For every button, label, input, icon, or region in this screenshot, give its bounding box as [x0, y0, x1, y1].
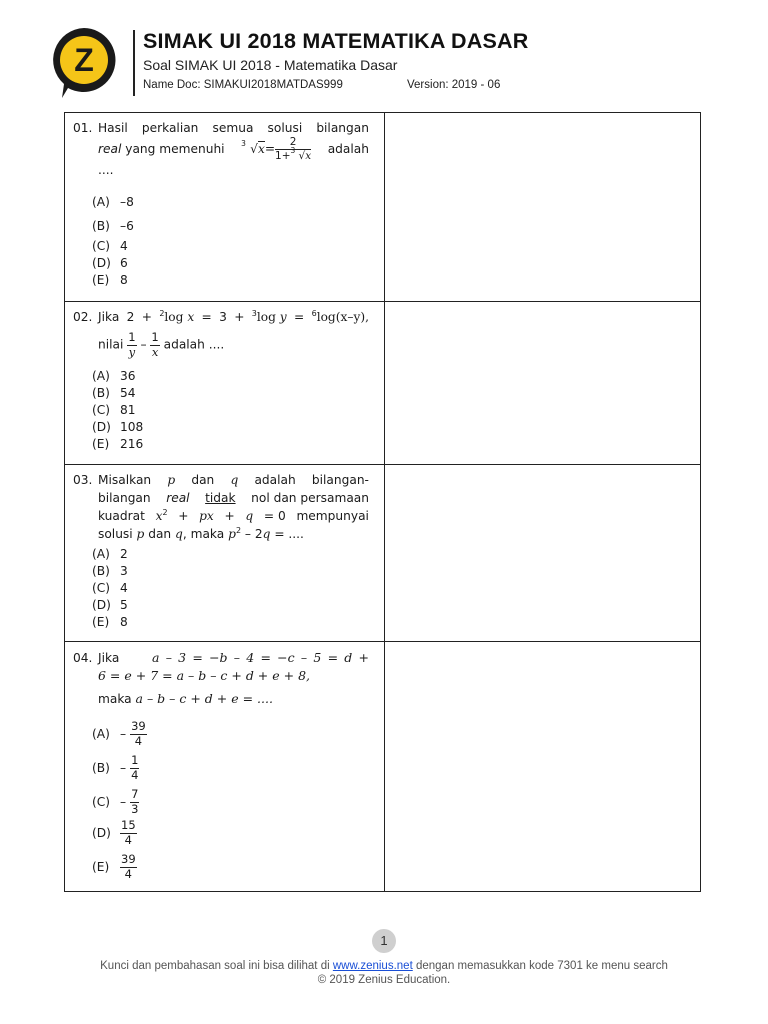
option-a: (A) 2: [92, 547, 128, 561]
question-text-line: kuadrat $x^2$ + px + q = 0 mempunyai: [98, 508, 369, 523]
option-d: (D) 6: [92, 256, 128, 270]
fraction: $\frac{39}{4}$: [121, 852, 136, 881]
question-text-line: Jika 2 + $^2$log x = 3 + $^3$log y = $^6$log(x–y),: [98, 309, 369, 324]
option-c: (C) 4: [92, 239, 128, 253]
row-divider: [65, 301, 700, 302]
option-e: (E) $\frac{39}{4}$: [92, 852, 136, 881]
option-a: (A) 36: [92, 369, 136, 383]
version-label: Version: 2019 - 06: [407, 79, 501, 91]
option-d: (D) 108: [92, 420, 144, 434]
word: Hasil: [98, 121, 128, 135]
cube-root: 3 √x: [241, 138, 265, 156]
question-number: 03.: [73, 473, 93, 487]
row-divider: [65, 464, 700, 465]
document-title: SIMAK UI 2018 MATEMATIKA DASAR: [143, 29, 529, 53]
fraction: $\frac{1}{y}$: [128, 330, 136, 359]
equation: 3 √x= 2 1+ 3 √x: [241, 136, 312, 162]
question-number: 02.: [73, 310, 93, 324]
logo-letter: Z: [74, 42, 94, 78]
question-text-line: Misalkan p dan q adalah bilangan-: [98, 473, 369, 487]
word: solusi: [267, 121, 303, 135]
footer-note: Kunci dan pembahasan soal ini bisa dilihat di www.zenius.net dengan memasukkan kode 7301 ke menu search: [100, 960, 668, 972]
fraction: 2 1+ 3 √x: [275, 136, 312, 162]
question-table: [64, 112, 701, 892]
option-e: (E) 8: [92, 615, 128, 629]
zenius-link[interactable]: www.zenius.net: [332, 960, 413, 972]
option-e: (E) 8: [92, 273, 128, 287]
word: adalah: [327, 142, 369, 156]
option-b: (B) 3: [92, 564, 128, 578]
row-divider: [65, 641, 700, 642]
question-number: 04.: [73, 651, 93, 665]
question-text-line: nilai $\frac{1}{y}$ – $\frac{1}{x}$ adalah ....: [98, 330, 225, 359]
column-divider: [384, 113, 385, 891]
word: semua: [212, 121, 254, 135]
page-number-badge: 1: [372, 929, 396, 953]
question-text-line: maka a – b – c + d + e = ....: [98, 691, 273, 706]
question-text-line: Jika a – 3 = −b – 4 = −c – 5 = d +: [98, 650, 369, 665]
ellipsis: ....: [98, 163, 114, 177]
option-a: (A) – $\frac{39}{4}$: [92, 719, 146, 748]
option-b: (B) 54: [92, 386, 136, 400]
fraction: $\frac{1}{4}$: [131, 753, 139, 782]
word: bilangan: [316, 121, 369, 135]
question-01: [73, 119, 369, 179]
fraction: $\frac{7}{3}$: [131, 787, 139, 816]
question-text-line: 6 = e + 7 = a – b – c + d + e + 8,: [98, 668, 310, 683]
question-text-line: [98, 119, 369, 137]
word: yang memenuhi: [125, 142, 225, 156]
option-a: (A) –8: [92, 195, 134, 209]
option-e: (E) 216: [92, 437, 144, 451]
zenius-logo: [46, 24, 122, 100]
option-b: (B) – $\frac{1}{4}$: [92, 753, 139, 782]
fraction: $\frac{1}{x}$: [151, 330, 159, 359]
option-c: (C) 4: [92, 581, 128, 595]
option-b: (B) –6: [92, 219, 134, 233]
tidak-term: tidak: [205, 491, 236, 505]
footer-copyright: © 2019 Zenius Education.: [317, 974, 451, 986]
question-text-line: solusi p dan q, maka $p^2 - 2q$ = ....: [98, 526, 304, 541]
fraction: $\frac{15}{4}$: [121, 818, 136, 847]
name-doc: Name Doc: SIMAKUI2018MATDAS999: [143, 79, 343, 91]
question-text-line: bilangan real tidak nol dan persamaan: [98, 491, 369, 505]
option-c: (C) 81: [92, 403, 136, 417]
word: perkalian: [141, 121, 199, 135]
question-number: 01.: [73, 121, 93, 135]
real-term: real: [98, 142, 122, 156]
fraction: $\frac{39}{4}$: [131, 719, 146, 748]
option-d: (D) 5: [92, 598, 128, 612]
question-03: [73, 471, 369, 543]
question-04: [73, 649, 369, 708]
question-02: [73, 308, 369, 359]
option-d: (D) $\frac{15}{4}$: [92, 818, 136, 847]
option-c: (C) – $\frac{7}{3}$: [92, 787, 139, 816]
header-divider: [133, 30, 135, 96]
document-subtitle: Soal SIMAK UI 2018 - Matematika Dasar: [143, 57, 398, 73]
real-term: real: [166, 491, 190, 505]
